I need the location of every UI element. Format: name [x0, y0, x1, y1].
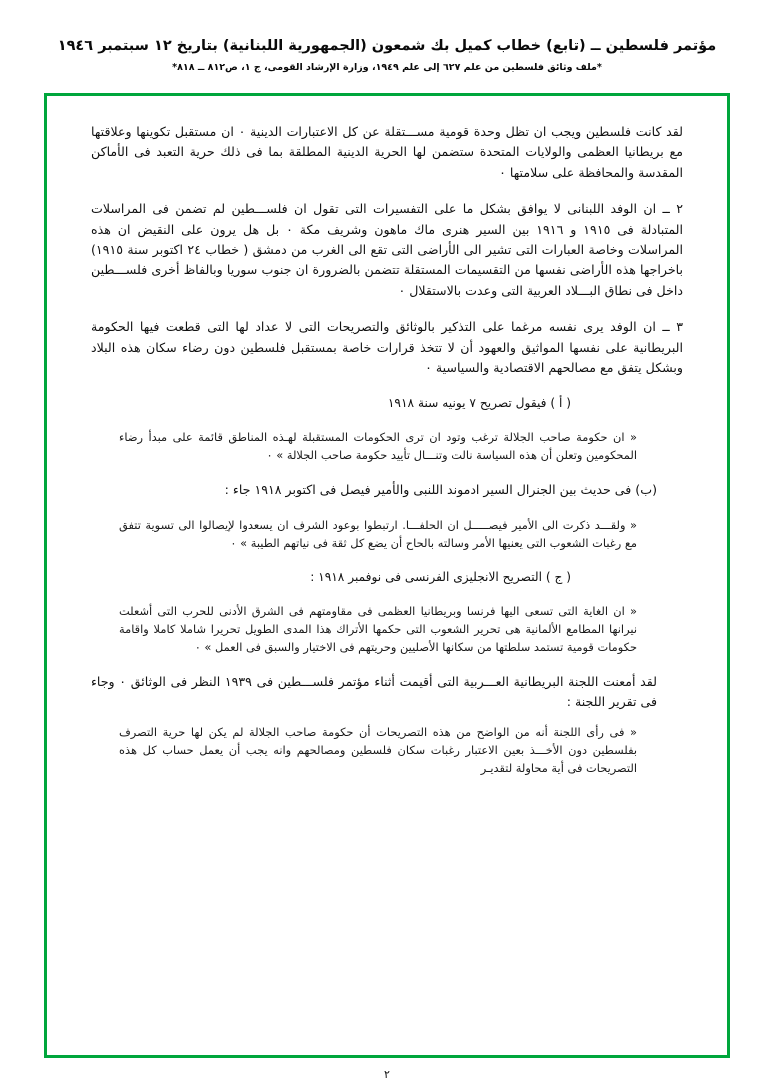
document-body [47, 96, 727, 813]
page-subtitle: *ملف وثائق فلسطين من علم ٦٢٧ إلى علم ١٩٤٩، وزارة الإرشاد القومى، ج ١، ص٨١٢ ــ ٨١٨* [172, 62, 602, 74]
clause-label-b: (ب) فى حديث بين الجنرال السير ادموند اللنبى والأمير فيصل فى اكتوبر ١٩١٨ جاء : [224, 481, 657, 497]
page-number: ٢ [384, 1068, 390, 1081]
quote-b: « ولقـــد ذكرت الى الأمير فيصـــــل ان الحلفـــا. ارتبطوا بوعود الشرف ان يسعدوا لإيصالوا الى تسوية تتفق مع رغبات الشعوب التى يعنيها الأمر وسالته بالحاح أن يضع كل ثقة فى نياتهم الطيبة » ٠ [119, 518, 637, 551]
clause-label-c: ( ج ) التصريح الانجليزى الفرنسى فى نوفمبر ١٩١٨ : [310, 570, 571, 585]
content-frame [44, 93, 730, 1058]
clause-label-a: ( أ ) فيقول تصريح ٧ يونيه سنة ١٩١٨ [387, 396, 571, 411]
paragraph-4: لقد أمعنت اللجنة البريطانية العـــربية التى أقيمت أثناء مؤتمر فلســـطين فى ١٩٣٩ النظر فى الوثائق ٠ وجاء فى تقرير اللجنة : [91, 673, 657, 710]
paragraph-2: ٢ ــ ان الوفد اللبنانى لا يوافق بشكل ما على التفسيرات التى تقول ان فلســـطين لم تضمن فى المراسلات المتبادلة فى ١٩١٥ و ١٩١٦ بين السير هنرى ماك ماهون وشريف مكة ٠ بل هل يرون على النقيض ان هذه المراسلات وخاصة العبارات التى تشير الى الأراضى التى تقع الى الغرب من دمشق ( خطاب ٢٤ اكتوبر سنة ١٩١٥) باخراجها هذه الأراضى نفسها من التقسيمات المستقلة تتضمن بالضرورة ان جنوب سوريا وبالفاظ أخرى فلســـطين داخل فى نطاق البـــلاد العربية التى وعدت بالاستقلال ٠ [91, 201, 683, 298]
page-title: مؤتمر فلسطين ــ (تابع) خطاب كميل بك شمعون (الجمهورية اللبنانية) بتاريخ ١٢ سبتمبر ١٩٤٦ [57, 38, 717, 54]
paragraph-1: لقد كانت فلسطين ويجب ان تظل وحدة قومية مســـتقلة عن كل الاعتبارات الدينية ٠ ان مستقبل تكوينها وعلاقتها مع بريطانيا العظمى والولايات المتحدة ستضمن لها الحرية الدينية المطلقة بما فى ذلك حرية التعبد فى الأماكن المقدسة والمحافظة على سلامتها ٠ [91, 124, 683, 180]
quote-a: « ان حكومة صاحب الجلالة ترغب وتود ان ترى الحكومات المستقبلة لهـذه المناطق قائمة على مبدأ رضاء المحكومين وتعلن أن هذه السياسة نالت وتنـــال تأييد حكومة صاحب الجلالة » ٠ [119, 429, 637, 462]
quote-d: « فى رأى اللجنة أنه من الواضح من هذه التصريحات أن حكومة صاحب الجلالة لم يكن لها حرية التصرف بفلسطين دون الأخـــذ بعين الاعتبار رغبات سكان فلسطين ومصالحهم وانه يجب أن يعمل حساب كل هذه التصريحات فى أية محاولة لتقديـر [119, 724, 637, 775]
document-header [0, 0, 774, 73]
paragraph-3: ٣ ــ ان الوفد يرى نفسه مرغما على التذكير بالوثائق والتصريحات التى لا عداد لها التى قطعت فيها الحكومة البريطانية على نفسها المواثيق والعهود أن لا تتخذ قرارات خاصة بمستقبل فلسطين دون رضاء سكان هذه البلاد وبشكل يتفق مع مصالحهم الاقتصادية والسياسية ٠ [91, 319, 683, 375]
quote-c: « ان الغاية التى تسعى اليها فرنسا وبريطانيا العظمى فى مقاومتهم فى الشرق الأدنى للحرب التى أشعلت نيرانها المطامع الألمانية هى تحرير الشعوب التى حكمها الأتراك هذا المدى الطويل تحريرا شاملا كاملا واقامة حكومات قومية تستمد سلطتها من سكانها الأصليين وحريتهم فى الاختيار والسبق فى العمل » ٠ [119, 603, 637, 654]
